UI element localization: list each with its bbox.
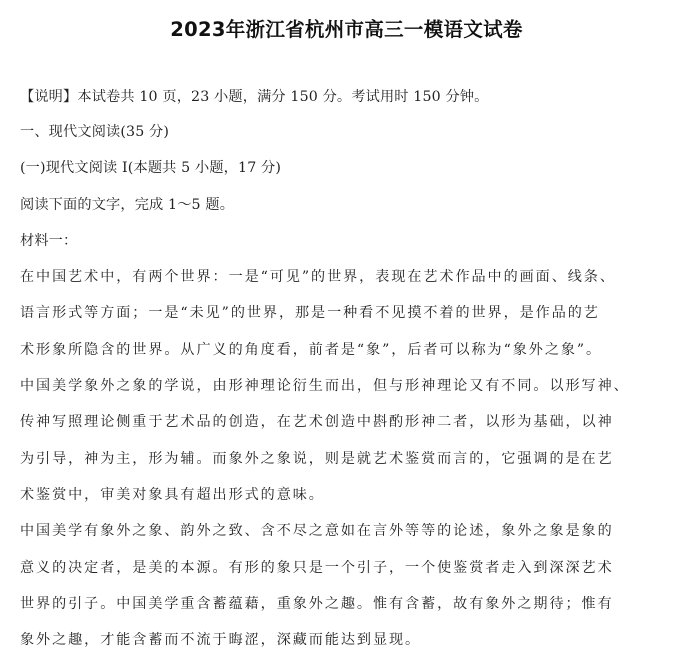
- paragraph-line: 在中国艺术中，有两个世界：一是“可见”的世界，表现在艺术作品中的画面、线条、: [20, 269, 616, 285]
- reading-prompt: 阅读下面的文字，完成 1～5 题。: [20, 197, 235, 213]
- paragraph-line: 中国美学象外之象的学说，由形神理论衍生而出，但与形神理论又有不同。以形写神、: [20, 378, 630, 394]
- paragraph-line: 意义的决定者，是美的本源。有形的象只是一个引子，一个使鉴赏者走入到深深艺术: [20, 560, 614, 576]
- instructions-text: 【说明】本试卷共 10 页，23 小题，满分 150 分。考试用时 150 分钟。: [20, 89, 489, 105]
- paragraph-line: 世界的引子。中国美学重含蓄蕴藉，重象外之趣。惟有含蓄，故有象外之期待；惟有: [20, 596, 614, 612]
- paragraph-line: 为引导，神为主，形为辅。而象外之象说，则是就艺术鉴赏而言的，它强调的是在艺: [20, 451, 614, 467]
- paragraph-line: 象外之趣，才能含蓄而不流于晦涩，深藏而能达到显现。: [20, 632, 422, 648]
- paragraph-line: 传神写照理论侧重于艺术品的创造，在艺术创造中斟酌形神二者，以形为基础，以神: [20, 414, 614, 430]
- paragraph-line: 术鉴赏中，审美对象具有超出形式的意味。: [20, 487, 325, 503]
- material-label: 材料一：: [20, 233, 78, 249]
- subsection-heading: (一)现代文阅读 I(本题共 5 小题，17 分): [20, 160, 282, 176]
- paragraph-line: 中国美学有象外之象、韵外之致、含不尽之意如在言外等等的论述，象外之象是象的: [20, 523, 614, 539]
- section-heading: 一、现代文阅读(35 分): [20, 124, 170, 140]
- paragraph-line: 术形象所隐含的世界。从广义的角度看，前者是“象”，后者可以称为“象外之象”。: [20, 342, 603, 358]
- paragraph-line: 语言形式等方面；一是“未见”的世界，那是一种看不见摸不着的世界，是作品的艺: [20, 305, 600, 321]
- document-title: 2023年浙江省杭州市高三一模语文试卷: [170, 18, 523, 41]
